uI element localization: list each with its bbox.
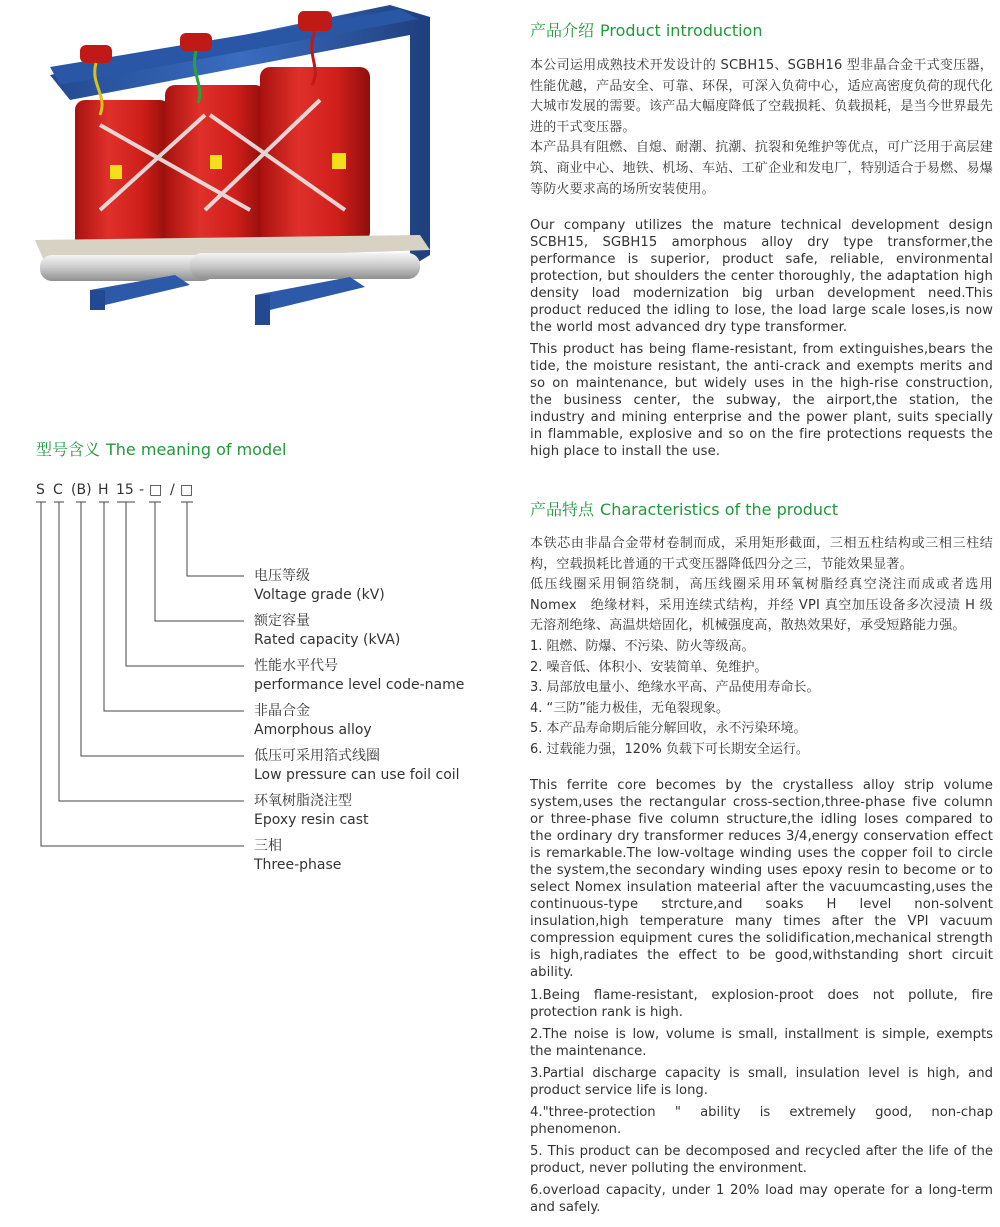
connector-epoxy xyxy=(59,502,244,801)
features-en-block xyxy=(530,777,993,1221)
list-item: 4."three-protection " ability is extremely good, non-chap phenomenon. xyxy=(530,1105,993,1137)
intro-section-title xyxy=(530,18,768,41)
connector-capacity xyxy=(155,502,244,621)
base-roller-right xyxy=(190,253,420,279)
insulator-middle xyxy=(180,33,212,51)
features-title-zh: 产品特点 xyxy=(530,500,595,519)
list-item: 2. 噪音低、体积小、安装简单、免维护。 xyxy=(530,659,768,675)
legend-performance-level xyxy=(254,657,464,695)
connector-three-phase xyxy=(41,502,244,846)
features-zh-block xyxy=(530,534,993,761)
legend-three-phase xyxy=(254,837,341,875)
features-zh-paragraph: 本铁芯由非晶合金带材卷制而成，采用矩形截面，三相五柱结构或三相三柱结构，空载损耗比普通的干式变压器降低四分之三，节能效果显著。 xyxy=(530,536,993,572)
features-title-en: Characteristics of the product xyxy=(600,500,839,519)
model-code-char: □ xyxy=(180,482,194,498)
legend-en: Rated capacity (kVA) xyxy=(254,632,401,648)
intro-en-block xyxy=(530,217,993,460)
legend-zh: 额定容量 xyxy=(254,613,310,629)
model-title-zh: 型号含义 xyxy=(36,440,101,459)
model-code-char: / xyxy=(170,482,175,498)
model-code-char: S xyxy=(36,482,45,498)
model-code xyxy=(36,482,206,504)
intro-en-paragraph: Our company utilizes the mature technical development design SCBH15, SGBH15 amorphous alloy dry type transformer,the performance is superior, product safe, reliable, environmental protection, but shoulders the center thoroughly, the adaptation high density load modernization big urban development need.This product reduced the idling to lose, the load large scale loses,is now the world most advanced dry type transformer. xyxy=(530,218,993,335)
list-item: 6.overload capacity, under 1 20% load may operate for a long-term and safely. xyxy=(530,1183,993,1215)
legend-zh: 非晶合金 xyxy=(254,703,310,719)
transformer-product-image xyxy=(30,5,440,330)
connector-amorphous xyxy=(104,502,244,711)
legend-epoxy-resin xyxy=(254,792,369,830)
legend-zh: 环氧树脂浇注型 xyxy=(254,793,352,809)
model-code-char: C xyxy=(53,482,63,498)
model-title-en: The meaning of model xyxy=(106,440,287,459)
legend-en: performance level code-name xyxy=(254,677,465,693)
features-zh-paragraph: 低压线圈采用铜箔绕制，高压线圈采用环氧树脂经真空浇注而成或者选用 Nomex 绝缘材料，采用连续式结构，并经 VPI 真空加压设备多次浸渍 H 级无溶剂绝缘、高温烘焙固化，机械强度高，散热效果好，承受短路能力强。 xyxy=(530,577,993,634)
coil-right xyxy=(260,67,370,242)
features-zh-list xyxy=(530,637,993,761)
legend-en: Voltage grade (kV) xyxy=(254,587,385,603)
connector-performance xyxy=(126,502,244,666)
list-item: 5. 本产品寿命期后能分解回收，永不污染环境。 xyxy=(530,721,807,737)
intro-title-zh: 产品介绍 xyxy=(530,21,595,40)
insulator-left xyxy=(80,45,112,63)
intro-zh-block xyxy=(530,56,993,200)
features-section-title xyxy=(530,497,844,520)
intro-title-en: Product introduction xyxy=(600,21,763,40)
legend-zh: 性能水平代号 xyxy=(254,658,338,674)
legend-foil-coil xyxy=(254,747,460,785)
coil-left xyxy=(75,100,170,250)
legend-zh: 三相 xyxy=(254,838,282,854)
model-code-char: (B) xyxy=(71,482,92,498)
legend-zh: 低压可采用箔式线圈 xyxy=(254,748,380,764)
features-en-list xyxy=(530,987,993,1216)
model-code-char: □ xyxy=(149,482,163,498)
legend-amorphous-alloy xyxy=(254,702,372,740)
legend-voltage-grade xyxy=(254,567,385,605)
intro-zh-paragraph: 本产品具有阻燃、自熄、耐潮、抗潮、抗裂和免维护等优点，可广泛用于高层建筑、商业中心、地铁、机场、车站、工矿企业和发电厂，特别适合于易燃、易爆等防火要求高的场所安装使用。 xyxy=(530,140,993,197)
list-item: 4. “三防”能力极佳，无龟裂现象。 xyxy=(530,700,730,716)
model-code-char: 15 xyxy=(116,482,134,498)
list-item: 2.The noise is low, volume is small, installment is simple, exempts the maintenance. xyxy=(530,1027,993,1059)
base-roller-left xyxy=(40,255,215,281)
list-item: 3. 局部放电量小、绝缘水平高、产品使用寿命长。 xyxy=(530,680,820,696)
legend-en: Epoxy resin cast xyxy=(254,812,369,828)
legend-rated-capacity xyxy=(254,612,400,650)
connector-voltage xyxy=(187,502,244,576)
legend-en: Amorphous alloy xyxy=(254,722,372,738)
intro-en-paragraph: This product has being flame-resistant, from extinguishes,bears the tide, the moisture resistant, the anti-crack and exempts merits and so on maintenance, but widely uses in the high-rise construction, the business center, the subway, the airport,the station, the industry and mining enterprise and the power plant, suits specially in flammable, explosive and so on the fire protections requests the high place to install the use. xyxy=(530,342,993,459)
insulator-right xyxy=(298,11,332,31)
list-item: 6. 过载能力强，120% 负载下可长期安全运行。 xyxy=(530,741,809,757)
legend-zh: 电压等级 xyxy=(254,568,310,584)
list-item: 3.Partial discharge capacity is small, insulation level is high, and product service life is long. xyxy=(530,1066,993,1098)
legend-en: Three-phase xyxy=(254,857,342,873)
legend-en: Low pressure can use foil coil xyxy=(254,767,460,783)
list-item: 5. This product can be decomposed and recycled after the life of the product, never polluting the environment. xyxy=(530,1144,993,1176)
list-item: 1. 阻燃、防爆、不污染、防火等级高。 xyxy=(530,638,755,654)
intro-zh-paragraph: 本公司运用成熟技术开发设计的 SCBH15、SGBH16 型非晶合金干式变压器，性能优越，产品安全、可靠、环保，可深入负荷中心，适应高密度负荷的现代化大城市发展的需要。该产品大幅度降低了空载损耗、负载损耗，是当今世界最先进的干式变压器。 xyxy=(530,58,993,135)
model-section-title xyxy=(36,437,292,460)
list-item: 1.Being flame-resistant, explosion-proot does not pollute, fire protection rank is high. xyxy=(530,988,993,1020)
model-code-char: - xyxy=(139,482,145,498)
connector-foil xyxy=(81,502,244,756)
features-en-paragraph: This ferrite core becomes by the crystalless alloy strip volume system,uses the rectangular cross-section,three-phase five column or three-phase five column structure,the idling loses compared to the ordinary dry transformer reduces 3/4,energy conservation effect is remarkable.The low-voltage winding uses the copper foil to circle the system,the secondary winding uses epoxy resin to become or to select Nomex insulation mateerial after the vacuumcasting,uses the continuous-type strcture,and soaks H level non-solvent insulation,high temperature many times after the VPI vacuum compression equipment cures the solidification,mechanical strength is high,radiates the effect to be good,withstanding short circuit ability. xyxy=(530,778,993,980)
model-code-char: H xyxy=(98,482,109,498)
